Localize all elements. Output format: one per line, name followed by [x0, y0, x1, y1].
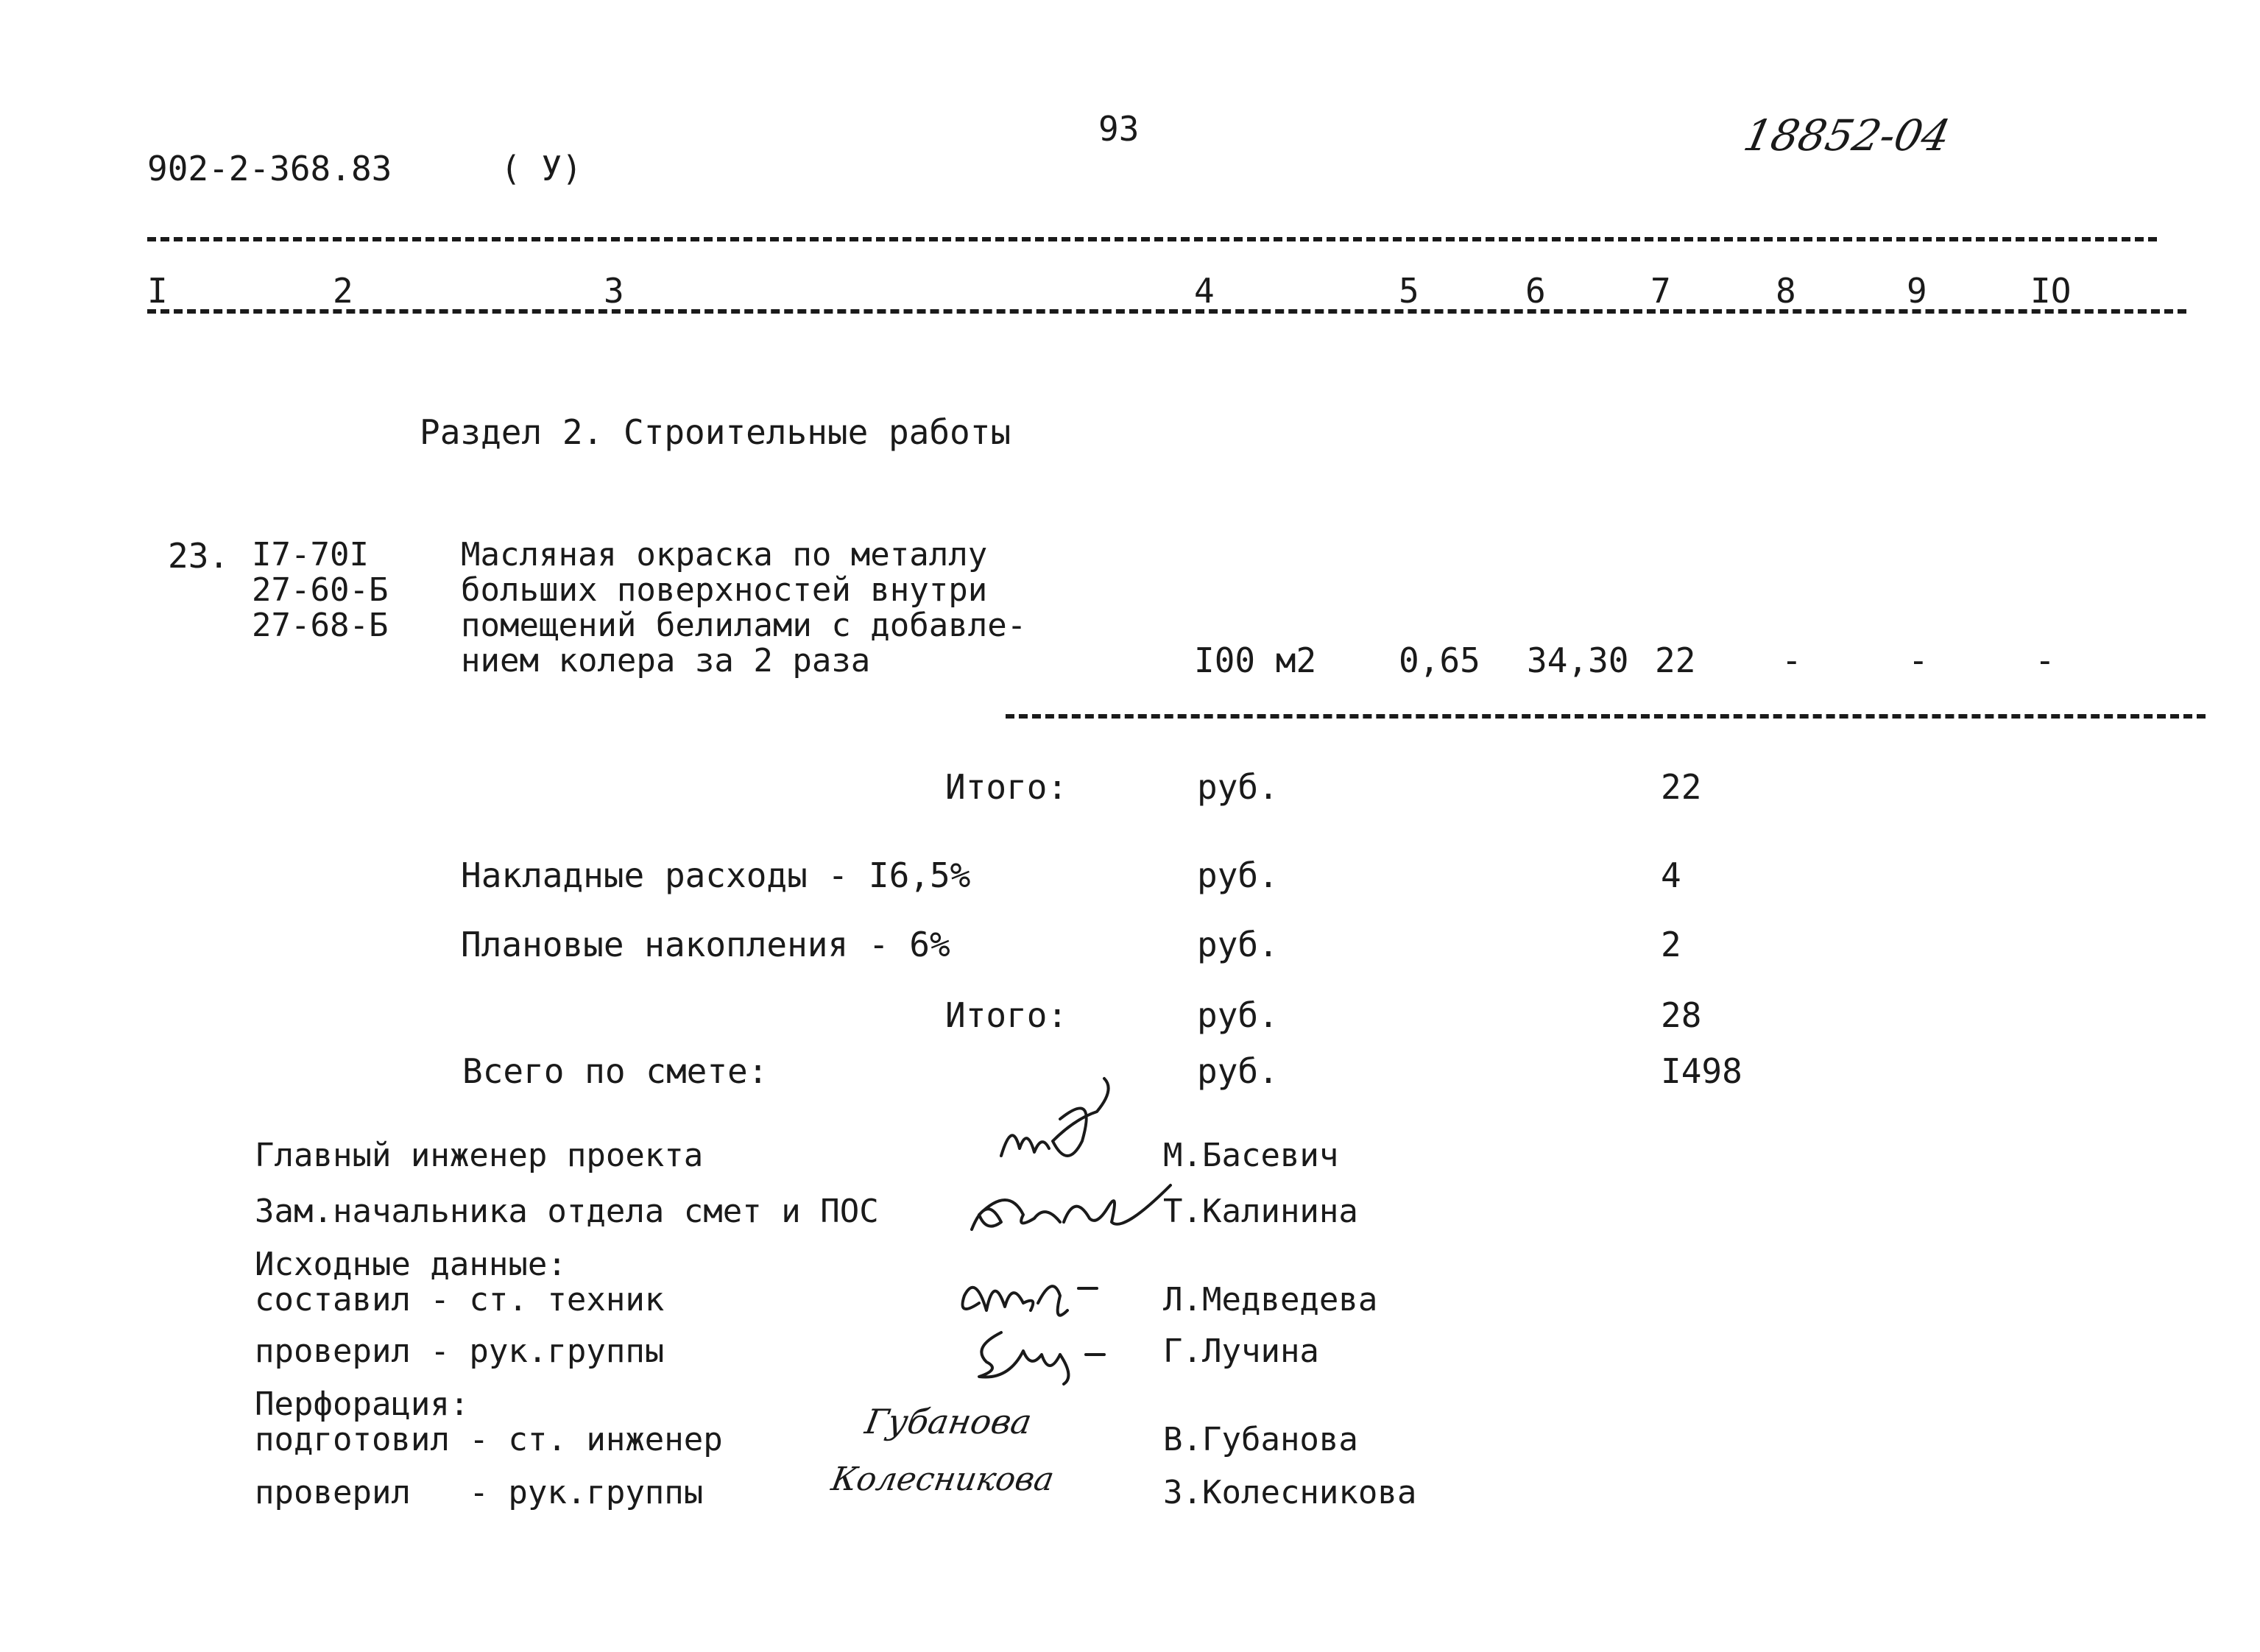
description-line: Масляная окраска по металлу — [461, 536, 988, 573]
subtotal-label: Итого: — [945, 767, 1068, 807]
total-unit: руб. — [1197, 995, 1279, 1035]
description-line: нием колера за 2 раза — [461, 642, 871, 679]
top-rule — [147, 237, 2157, 241]
item-codes — [252, 537, 388, 643]
page-number: 93 — [1098, 109, 1140, 149]
item-unit-price: 34,30 — [1527, 640, 1629, 680]
signature-basevich — [994, 1075, 1126, 1178]
grand-total-unit: руб. — [1197, 1051, 1279, 1091]
checked-role-2: проверил - рук.группы — [255, 1474, 704, 1511]
planned-savings-label: Плановые накопления - 6% — [461, 925, 950, 964]
prepared-name: В.Губанова — [1163, 1421, 1358, 1458]
handwritten-signature-gubanova: Губанова — [862, 1402, 1035, 1441]
column-number: 9 — [1907, 271, 1927, 311]
compiled-role: составил - ст. техник — [255, 1281, 665, 1319]
handwritten-inventory-code: 18852-04 — [1739, 110, 1955, 160]
description-line: больших поверхностей внутри — [461, 571, 988, 609]
item-quantity: 0,65 — [1399, 640, 1480, 680]
handwritten-signature-kolesnikova: Колесникова — [828, 1461, 1057, 1498]
column-number: I — [147, 271, 168, 311]
document-code: 902-2-368.83 — [147, 149, 392, 188]
item-number: 23. — [168, 536, 230, 576]
column-number: 5 — [1399, 271, 1419, 311]
column-number: IO — [2030, 271, 2072, 311]
checked-role: проверил - рук.группы — [255, 1332, 665, 1370]
section-title: Раздел 2. Строительные работы — [420, 412, 1011, 452]
subtotal-value: 22 — [1661, 767, 1702, 807]
planned-savings-unit: руб. — [1197, 925, 1279, 964]
total-label: Итого: — [945, 995, 1068, 1035]
item-unit: I00 м2 — [1194, 640, 1317, 680]
deputy-name: Т.Калинина — [1163, 1193, 1358, 1230]
variant-mark: ( У) — [501, 149, 582, 188]
item-col8: - — [1781, 640, 1802, 680]
signature-luchina — [957, 1310, 1134, 1391]
checked-name: Г.Лучина — [1163, 1332, 1319, 1370]
overhead-unit: руб. — [1197, 855, 1279, 895]
total-value: 28 — [1661, 995, 1702, 1035]
overhead-label: Накладные расходы - I6,5% — [461, 855, 971, 895]
source-data-heading: Исходные данные: — [255, 1246, 567, 1283]
item-code: 27-68-Б — [252, 607, 389, 644]
chief-engineer-role: Главный инженер проекта — [255, 1137, 704, 1174]
column-number: 7 — [1650, 271, 1671, 311]
perforation-heading: Перфорация: — [255, 1386, 470, 1423]
grand-total-label: Всего по смете: — [462, 1051, 769, 1091]
column-number: 2 — [333, 271, 353, 311]
column-number: 8 — [1776, 271, 1796, 311]
checked-name-2: З.Колесникова — [1163, 1474, 1417, 1511]
column-number: 4 — [1194, 271, 1215, 311]
chief-engineer-name: М.Басевич — [1163, 1137, 1339, 1174]
grand-total-value: I498 — [1661, 1051, 1742, 1091]
description-line: помещений белилами с добавле- — [461, 607, 1027, 644]
item-col9: - — [1908, 640, 1929, 680]
signature-kalinina — [964, 1163, 1178, 1244]
planned-savings-value: 2 — [1661, 925, 1681, 964]
item-rule — [1006, 714, 2206, 719]
column-header-rule — [147, 309, 2186, 314]
column-number: 6 — [1525, 271, 1546, 311]
item-description — [461, 537, 1026, 679]
item-code: 27-60-Б — [252, 571, 389, 609]
subtotal-unit: руб. — [1197, 767, 1279, 807]
item-code: I7-70I — [252, 536, 369, 573]
deputy-role: Зам.начальника отдела смет и ПОС — [255, 1193, 879, 1230]
compiled-name: Л.Медведева — [1163, 1281, 1378, 1319]
prepared-role: подготовил - ст. инженер — [255, 1421, 723, 1458]
item-col10: - — [2035, 640, 2055, 680]
item-cost: 22 — [1655, 640, 1696, 680]
overhead-value: 4 — [1661, 855, 1681, 895]
column-number: 3 — [604, 271, 624, 311]
